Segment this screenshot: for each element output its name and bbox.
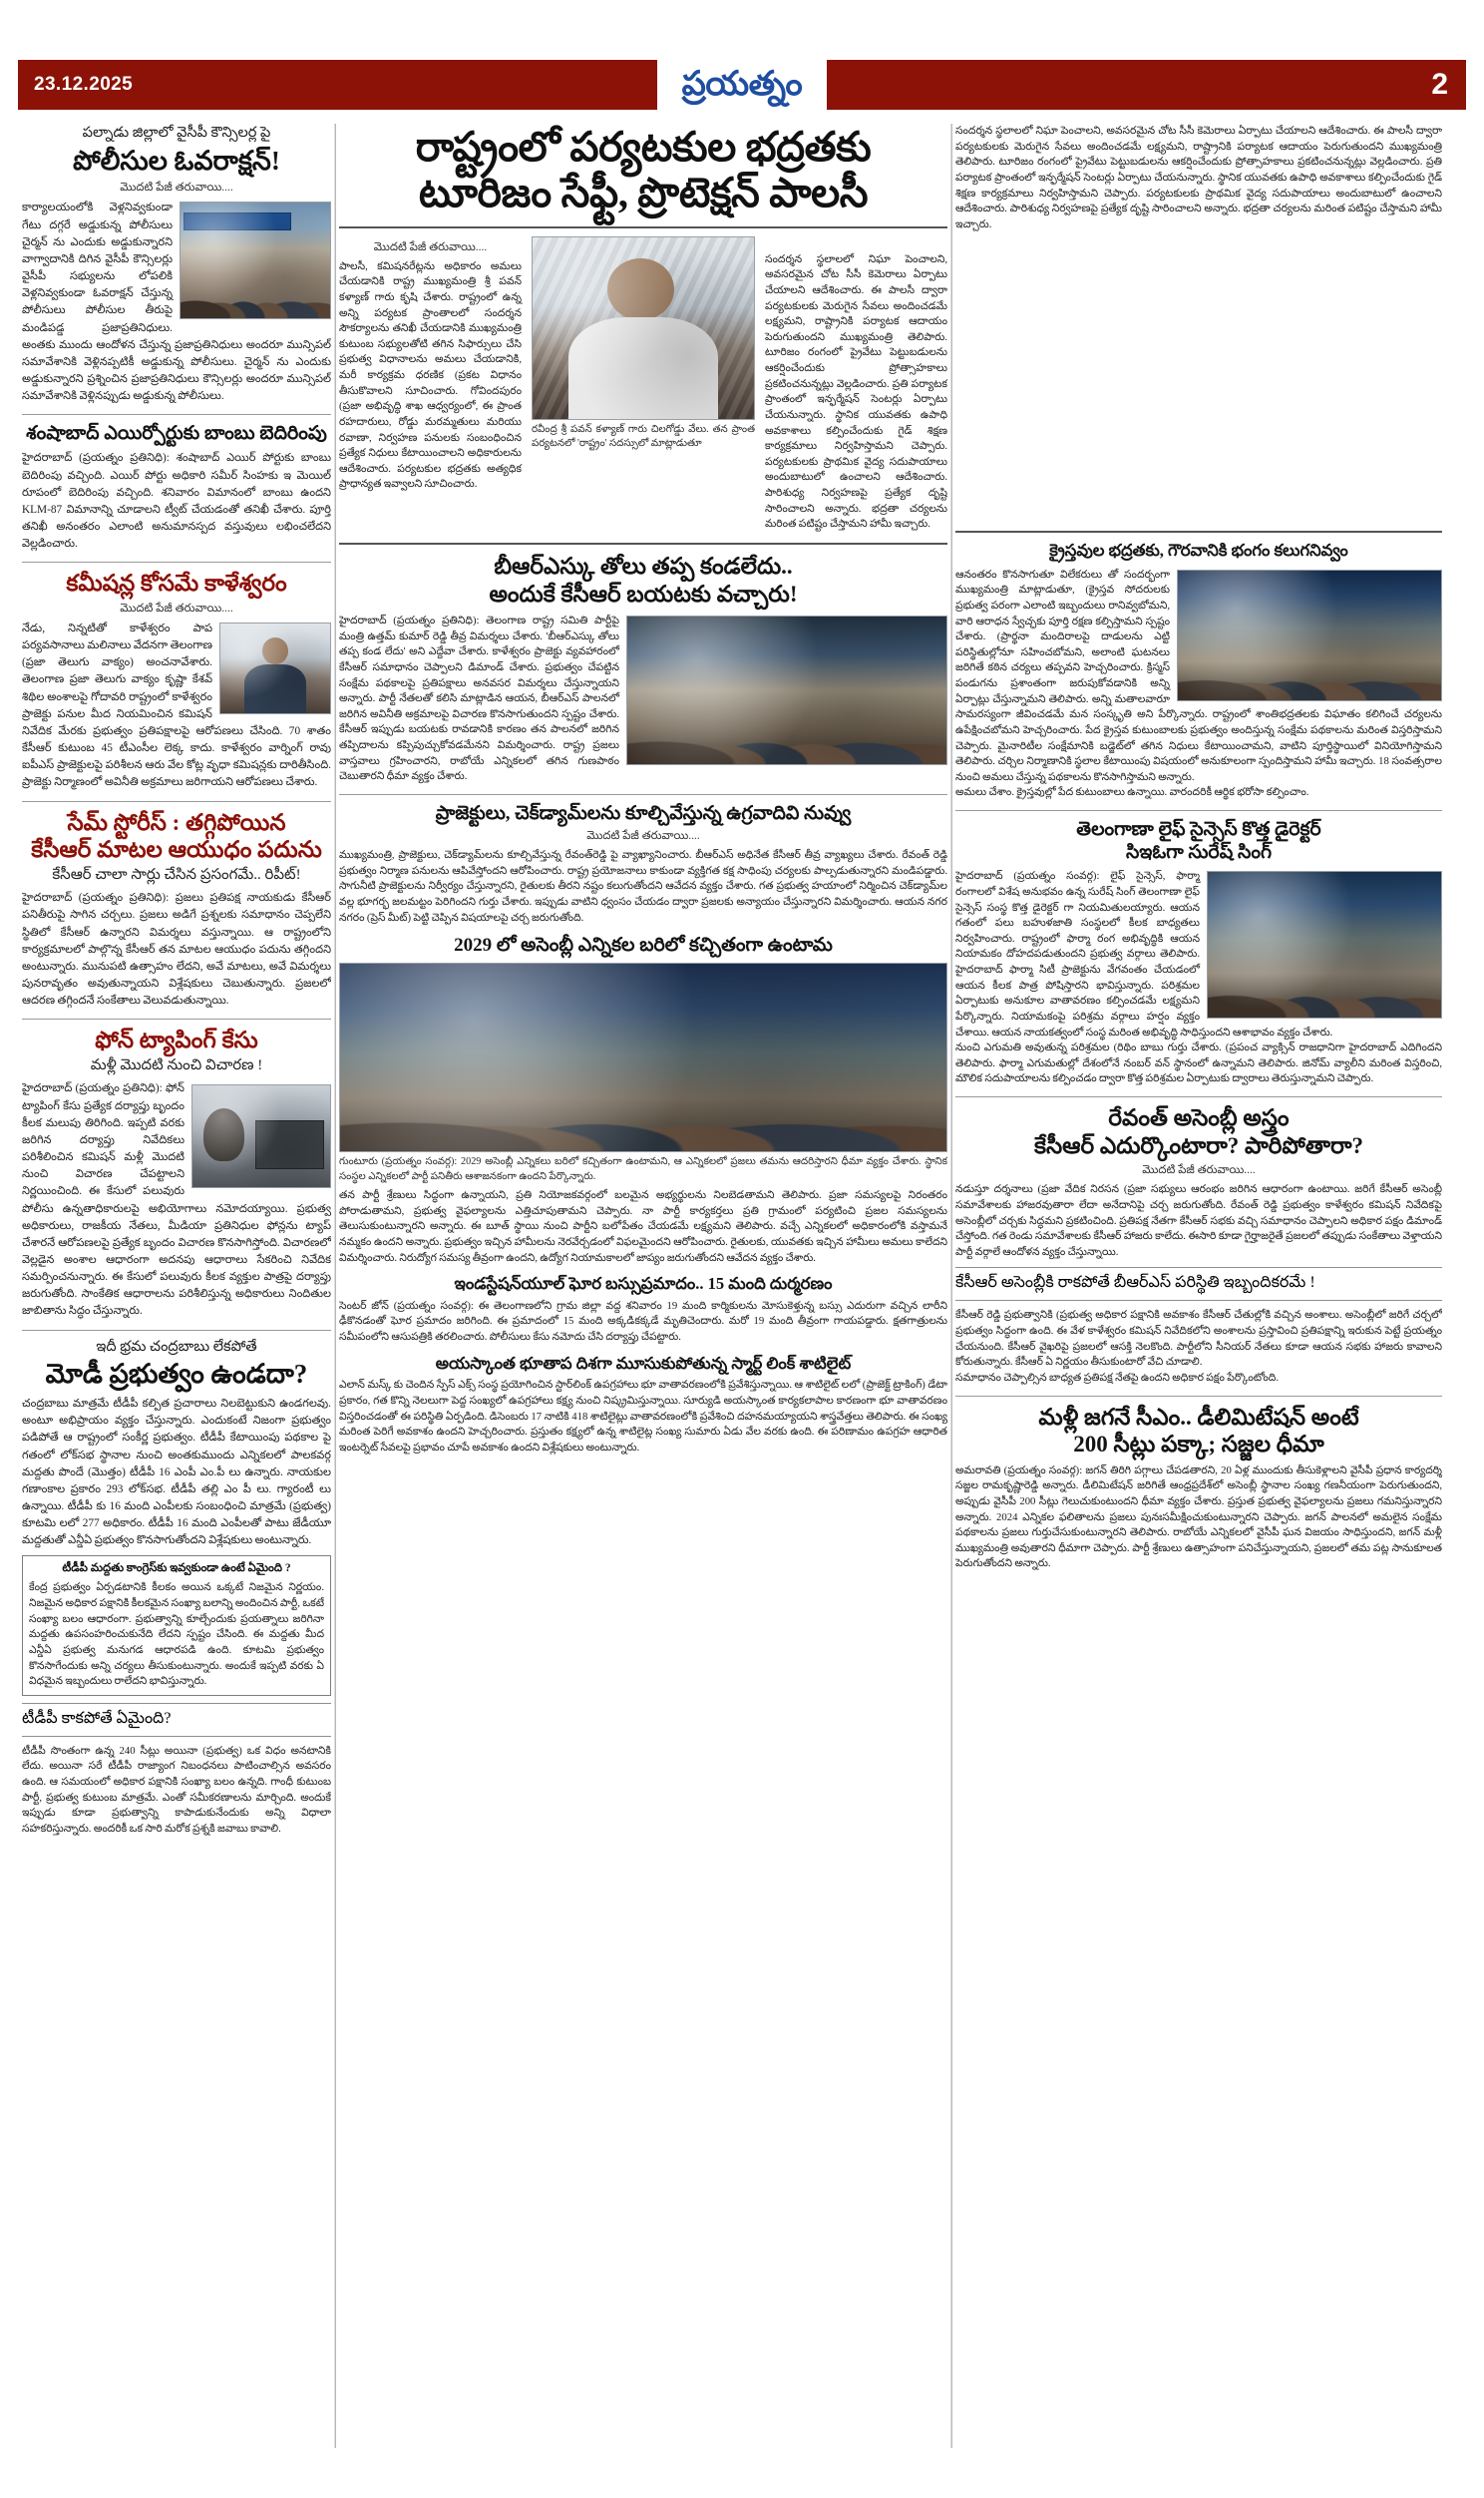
divider: [955, 810, 1442, 811]
divider: [22, 801, 331, 802]
story-headline: ఫోన్ ట్యాపింగ్ కేసు: [95, 1028, 258, 1053]
continued-label: మొదటి పేజీ తరువాయి....: [1142, 1164, 1256, 1177]
story-body: అమరావతి (ప్రయత్నం సంవర్గ): జగన్ తిరిగి పగ్గాలు చేపడతారని, 20 ఏళ్ల ముందుకు తీసుకెళ్లాలని వైసీపీ ప్రధాన కార్యదర్శి సజ్జల రామకృష్ణారెడ్డి అన్నారు. డీలిమిటేషన్ జరిగితే ఆంధ్రప్రదేశ్‌లో అసెంబ్లీ స్థానాల సంఖ్య గణనీయంగా పెరుగుతుందని, అప్పుడు వైసీపీ 200 సీట్లు గెలుచుకుంటుందని ధీమా వ్యక్తం చేశారు. ప్రస్తుత ప్రభుత్వ వైఫల్యాలను ప్రజలు గమనిస్తున్నారని అన్నారు. 2024 ఎన్నికల ఫలితాలను ప్రజలు పునఃసమీక్షించుకుంటున్నారని చెప్పారు. జగన్ పాలనలో అమలైన సంక్షేమ పథకాలను ప్రజలు గుర్తుచేసుకుంటున్నారని తెలిపారు. రాబోయే ఎన్నికలలో వైసీపీ ఘన విజయం సాధిస్తుందని, జగన్ మళ్లీ ముఖ్యమంత్రి అవుతారని ధీమాగా చెప్పారు. పార్టీ శ్రేణులు ఉత్సాహంగా పనిచేస్తున్నాయని, ప్రజలలో తమ పట్ల సానుకూలత పెరుగుతోందని అన్నారు.: [955, 1463, 1442, 1570]
divider: [955, 1396, 1442, 1397]
story-headline-line2: సిఇఓగా సురేష్ సింగ్: [1125, 842, 1273, 864]
story-jagan-delimitation: [955, 1404, 1442, 1573]
public-meeting-photo: [339, 963, 947, 1152]
continued-label: మొదటి పేజీ తరువాయి....: [373, 240, 488, 253]
story-kicker: ఇదీ భ్రమ చంద్రబాబు లేకపోతే: [96, 1338, 257, 1355]
main-headline-line1: రాష్ట్రంలో పర్యటకుల భద్రతకు: [415, 124, 872, 170]
photo-caption: రవీంద్ర శ్రీ పవన్ కళ్యాణ్ గారు చిలగోడ్డు వేలు. తన ప్రాంత పర్యటనలో 'రాష్ట్రం' సదస్సులో మాట్లాడుతూ: [532, 423, 755, 449]
story-body: నేడు, నిన్నటితో కాళేశ్వరం పాప పర్యవసానాలు మలినాలు వేదనగా తెలంగాణ (ప్రజా తెలుగు వాక్యం) అంచనావేశారు. తెలంగాణ ప్రజా తెలుగు వాక్యం కృష్ణా కేశవ్ శిథిల అంశాలపై గోదావరి రాష్ట్రంలో కాళేశ్వరం ప్రాజెక్టు పనుల మీద నియమించిన కమిషన్ నివేదిక మేరకు ప్రభుత్వం ప్రతిపక్షాలపై ఆరోపణలు చేసింది. 70 శాతం కేసీఆర్ కుటుంబ 45 టీఎంసీల లెక్క కాదు. కాళేశ్వరం వార్నింగ్ రావు ఐపీఎస్ ప్రాజెక్టులపై పరిశీలన ఆరు వేల కోట్ల వృధా కమిషన్లకు దారితీసింది. ప్రాజెక్టు నిర్మాణంలో అవినీతి అక్రమాలు జరిగాయని ఆరోపణలు చేశారు.: [22, 623, 331, 789]
award-handover-photo: [1207, 871, 1442, 1019]
story-headline: ప్రాజెక్టులు, చెక్‌డ్యామ్‌లను కూల్చివేస్తున్న ఉగ్రవాదివి నువ్వు: [435, 802, 852, 824]
story-subline: మళ్లీ మొదటి నుంచి విచారణ !: [90, 1056, 263, 1073]
story-headline-line2: కేసీఆర్ మాటల ఆయుధం పదును: [31, 837, 322, 863]
police-protest-photo: [180, 202, 331, 319]
chief-minister-speaking-photo: [532, 236, 755, 420]
tail-note-body: టీడీపీ సొంతంగా ఉన్న 240 సీట్లు అయినా (ప్రభుత్వ) ఒక విధం అనటానికి లేదు. అయినా సరే టీడీపీ రాజ్యాంగ నిబంధనలు పాటించాల్సిన అవసరం ఉంది. ఆ సమయంలో అధికార పక్షానికి సంఖ్యా బలం ఉన్నది. గాంధీ కుటుంబ పార్టీ, ప్రభుత్వ కుటుంబ మాత్రమే. ఎంతో సమీకరణాలను మార్చింది. అందుకే ఇప్పుడు కూడా ప్రభుత్వాన్ని కాపాడుకునేందుకు అన్ని విధాలా సహకరిస్తున్నారు. అందరికీ ఒక సారి మరోక ప్రశ్నకి జవాబు కావాలి.: [22, 1744, 331, 1835]
story-revanth-assembly: [955, 1104, 1442, 1386]
story-headline: కమీషన్ల కోసమే కాళేశ్వరం: [66, 571, 287, 597]
newspaper-logo: [657, 60, 827, 110]
masthead-banner: [18, 60, 1466, 110]
column-divider: [947, 124, 955, 2448]
story-body: హైదరాబాద్ (ప్రయత్నం సంవర్గ): లైఫ్ సైన్సెస్, ఫార్మా రంగాలలో విశేష అనుభవం ఉన్న సురేష్ సింగ్ తెలంగాణా లైఫ్ సైన్సెస్ సంస్థ కొత్త డైరెక్టర్ గా నియమితులయ్యారు. ఆయన గతంలో పలు బహుళజాతి సంస్థలలో కీలక బాధ్యతలు నిర్వహించారు. రాష్ట్రంలో ఫార్మా రంగ అభివృద్ధికి ఆయన నియామకం దోహదపడుతుందని ప్రభుత్వ వర్గాలు తెలిపారు. హైదరాబాద్ ఫార్మా సిటీ ప్రాజెక్టును వేగవంతం చేయడంలో ఆయన కీలక పాత్ర పోషిస్తారని భావిస్తున్నారు. పరిశ్రమల ఏర్పాటుకు అనుకూల వాతావరణం కల్పించడమే లక్ష్యమని పేర్కొన్నారు. నియామకంపై పరిశ్రమ వర్గాలు హర్షం వ్యక్తం చేశాయి. ఆయన నాయకత్వంలో సంస్థ మరింత అభివృద్ధి సాధిస్తుందని ఆశాభావం వ్యక్తం చేశారు.: [955, 870, 1333, 1039]
continued-label: మొదటి పేజీ తరువాయి....: [120, 182, 233, 195]
main-headline-line2: టూరిజం సేఫ్టీ, ప్రొటెక్షన్ పాలసీ: [418, 170, 869, 216]
story-headline-line2: 200 సీట్లు పక్కా; సజ్జల ధీమా: [1073, 1432, 1324, 1457]
story-subhead-bus-accident: ఇండస్టేషన్‌యూల్ ఘోర బస్సు‌ప్రమాదం.. 15 మంది దుర్మరణం: [454, 1274, 833, 1294]
story-headline-line1: బీఆర్ఎస్కు తోలు తప్ప కండలేదు..: [494, 553, 793, 579]
newspaper-logo-text: ప్రయత్నం: [681, 66, 803, 103]
story-modi-government: [22, 1338, 331, 1838]
story-headline-line1: మళ్లీ జగనే సీఎం.. డీలిమిటేషన్ అంటే: [1038, 1404, 1359, 1430]
story-body-tail: అమలు చేశాం. క్రైస్తవుల్లో పేద కుటుంబాలు ఉన్నాయి. వారందరికీ ఆర్థిక భరోసా కల్పించాం.: [955, 786, 1309, 799]
story-headline-line1: రేవంత్ అసెంబ్లీ అస్త్రం: [1108, 1105, 1290, 1131]
press-conference-dais-photo: [626, 616, 947, 765]
left-column: [22, 124, 331, 2448]
divider: [955, 531, 1442, 533]
divider: [22, 1330, 331, 1331]
newspaper-page: [0, 60, 1484, 2498]
story-headline-line1: తెలంగాణా లైఫ్ సైన్సెస్ కొత్త డైరెక్టర్: [1076, 819, 1321, 840]
story-subhead-2029: 2029 లో అసెంబ్లీ ఎన్నికల బరిలో కచ్చితంగా ఉంటామ: [454, 935, 833, 957]
story-headline: మోడీ ప్రభుత్వం ఉండదా?: [45, 1359, 308, 1390]
question-box-title: కేసీఆర్ అసెంబ్లీకి రాకపోతే బీఆర్ఎస్ పరిస్థితి ఇబ్బందికరమే !: [955, 1274, 1315, 1292]
divider: [22, 562, 331, 563]
story-headline-line2: కేసీఆర్ ఎదుర్కొంటారా? పారిపోతారా?: [1033, 1132, 1364, 1158]
page-number: 2: [1431, 68, 1448, 101]
story-tourism-safety-policy: [339, 124, 947, 533]
story-body-tail: నుంచి ఎగుమతి అవుతున్న పరిశ్రమల (రిథిం బాబు గుర్తు చేశారు. (ప్రపంచ వ్యాక్సిన్ రాజధానిగా హైదరాబాద్ ఎదిగిందని తెలిపారు. ఫార్మా ఎగుమతుల్లో దేశంలోనే నంబర్ వన్ స్థానంలో ఉన్నామని తెలిపారు. జినోమ్ వ్యాలీని మరింత విస్తరించి, మౌలిక సదుపాయాలను కల్పించడం ద్వారా కొత్త పరిశ్రమల ఏర్పాటుకు ద్వారాలు తెరుస్తున్నామని చెప్పారు.: [955, 1041, 1442, 1085]
center-column: [339, 124, 947, 2448]
right-column: [955, 124, 1442, 2448]
story-phone-tapping-case: [22, 1027, 331, 1320]
page-content-grid: [22, 124, 1462, 2448]
story-headline: క్రైస్తవుల భద్రతకు, గౌరవానికి భంగం కలుగనివ్వం: [1049, 541, 1348, 560]
story-headline-line2: అందుకే కేసీఆర్ బయటకు వచ్చారు!: [489, 581, 798, 607]
publication-date: 23.12.2025: [34, 74, 134, 95]
story-life-sciences-director: [955, 818, 1442, 1087]
divider: [339, 794, 947, 795]
question-box-body: కేంద్ర ప్రభుత్వం ఏర్పడటానికి కీలకం అయిన ఒక్కటే నిజమైన నిర్ణయం. నిజమైన అధికార పక్షానికి కీలకమైన సంఖ్యా బలాన్ని అందించిన పార్టీ, ఒకటే సంఖ్యా బలం ఆధారంగా. ప్రభుత్వాన్ని కూల్చేందుకు ప్రయత్నాలు జరిగినా మద్దతు ఉపసంహరించుకునేది లేదని స్పష్టం చేసింది. ఈ మద్దతు మీద ఎన్డీఏ ప్రభుత్వ మనుగడ ఆధారపడి ఉంది. కూటమి ప్రభుత్వం కొనసాగేందుకు అన్ని చర్యలు తీసుకుంటున్నారు. అందుకే ఇప్పటి వరకు ఏ విధమైన ఇబ్బందులు రాలేదని భావిస్తున్నారు.: [29, 1581, 324, 1688]
politician-speaking-photo: [219, 623, 331, 714]
phone-tapping-equipment-photo: [191, 1084, 331, 1188]
continued-label: మొదటి పేజీ తరువాయి....: [120, 603, 233, 615]
story-body: చంద్రబాబు మాత్రమే టీడీపీ కల్పిత ప్రచారాలు నిలబెట్టుకుని ఉండగలవు. అంటూ అభిప్రాయం వ్యక్తం చేస్తున్నారు. ఎందుకంటే నిజంగా ప్రభుత్వం పడిపోతే ఆ రాష్ట్రంలో సంకీర్ణ ప్రభుత్వం. టీడీపీ కేటాయింపు పథకాల పై గతంలో లోక్‌సభ స్థానాల నుంచి అంతకుముందు ఎన్నికలలో పాలకవర్గ మద్దతు పొందే (మొత్తం) టీడీపీ 16 ఎంపీ ఎం.పీ లు ఉన్నారు. నాయకుల గణాంకాల ప్రకారం 293 లోక్‌సభ. టీడీపీ తల్లి ఎం పీ లు. గ్యారంటీ లు ఉన్నాయి. టీడీపీ కు 16 మంది ఎంపీలకు సంబంధించి మాత్రమే (ప్రభుత్వ) కూటమి లలో 277 అధికారం. టీడీపీ 16 మంది ఎంపీలతో పాటు జేడీయూ మద్దతుతో ఎన్డీఏ ప్రభుత్వం కొనసాగుతోందని విశ్లేషకులు అంటున్నారు.: [22, 1398, 331, 1547]
story-body-3: సెంటర్ జోన్ (ప్రయత్నం సంవర్గ): ఈ తెలంగాణలోని గ్రామ జిల్లా వద్ద శనివారం 19 మంది కార్మికులను మోసుకెళ్తున్న బస్సు ఎదురుగా వచ్చిన లారీని ఢీకొనడంతో ఘోర ప్రమాదం జరిగింది. ఈ ప్రమాదంలో 15 మంది అక్కడికక్కడే మృతిచెందారు. మరో 19 మంది తీవ్రంగా గాయపడ్డారు. క్షతగాత్రులను సమీపంలోని ఆసుపత్రికి తరలించారు. పోలీసులు కేసు నమోదు చేసి దర్యాప్తు చేపట్టారు.: [339, 1299, 947, 1343]
continued-label: మొదటి పేజీ తరువాయి....: [586, 830, 700, 843]
story-christians-safety: [955, 541, 1442, 801]
divider: [339, 543, 947, 545]
divider: [22, 1019, 331, 1020]
story-same-stories-kcr: [22, 809, 331, 1011]
story-body: హైదరాబాద్ (ప్రయత్నం ప్రతినిధి): శంషాబాద్ ఎయిర్ పోర్టుకు బాంబు బెదిరింపు వచ్చింది. ఎయిర్ పోర్టు అధికారి సమీర్ సింహకు ఇ మెయిల్ రూపంలో బెదిరింపు వచ్చింది. శనివారం విమానంలో బాంబు ఉందని KLM-87 విమానాన్ని చూడాలని ట్వీట్ చేయడంతో తనిఖీ చేశారు. పూర్తి తనిఖీ అనంతరం ఎలాంటి అనుమానస్పద వస్తువులు లభించలేదని వెల్లడించారు.: [22, 452, 331, 551]
christian-community-event-photo: [1177, 570, 1442, 701]
divider: [22, 414, 331, 415]
story-body: నడుస్తూ దర్శనాలు (ప్రజా వేదిక నిరసన (ప్రజా సభ్యులు ఆరంభం జరిగిన ఆధారంగా ఉంటాయి. జరిగే కేసీఆర్ అసెంబ్లీ సమావేశాలకు హాజరవుతారా లేదా అనేదానిపై చర్చ జరుగుతోంది. రేవంత్ రెడ్డి ప్రభుత్వం కాళేశ్వరం కమిషన్ నివేదికపై అసెంబ్లీలో చర్చకు సిద్ధమని ప్రకటించింది. ప్రతిపక్ష నేతగా కేసీఆర్ సభకు వచ్చి సమాధానం చెప్పాలని అధికార పక్షం డిమాండ్ చేస్తోంది. గత రెండు సమావేశాలకు కేసీఆర్ హాజరు కాలేదు. ఈసారి కూడా గైర్హాజరైతే ప్రజలలో తప్పుడు సంకేతాలు వెళ్తాయని పార్టీ వర్గాలే ఆందోళన వ్యక్తం చేస్తున్నాయి.: [955, 1183, 1442, 1258]
question-box-title: టీడీపీ మద్దతు కాంగ్రెస్‌కు ఇవ్వకుండా ఉంటే ఏమైంది ?: [62, 1562, 291, 1575]
story-subhead-starlink: అయస్కాంత భూతాప దిశగా మూసుకుపోతున్న స్మార్ట్ లింక్ శాటిలైట్: [435, 1353, 852, 1373]
story-kaleshwaram-commissions: [22, 570, 331, 791]
story-police-overaction: [22, 124, 331, 405]
story-projects-checkdams: [339, 802, 947, 1456]
lead-body-col2: సందర్శన స్థలాలలో నిఘా పెంచాలని, అవసరమైన చోట సీసీ కెమెరాలు ఏర్పాటు చేయాలని ఆదేశించారు. ఈ పాలసీ ద్వారా పర్యటకులకు మెరుగైన సేవలు అందించడమే లక్ష్యమని, రాష్ట్రానికి పర్యాటక ఆదాయం పెరుగుతుందని ముఖ్యమంత్రి తెలిపారు. టూరిజం రంగంలో ప్రైవేటు పెట్టుబడులను ఆకర్షించేందుకు ప్రోత్సాహకాలు ప్రకటించనున్నట్లు వెల్లడించారు. ప్రతి పర్యాటక ప్రాంతంలో ఇన్ఫర్మేషన్ సెంటర్లు ఏర్పాటు చేయనున్నారు. స్థానిక యువతకు ఉపాధి అవకాశాలు కల్పించేందుకు గైడ్ శిక్షణ కార్యక్రమాలు నిర్వహిస్తామని చెప్పారు. పర్యటకులకు ప్రాథమిక వైద్య సదుపాయాలు అందుబాటులో ఉంచాలని ఆదేశించారు. పారిశుధ్య నిర్వహణపై ప్రత్యేక దృష్టి సారించాలని అన్నారు. భద్రతా చర్యలను మరింత పటిష్టం చేస్తామని హామీ ఇచ్చారు.: [765, 252, 947, 531]
story-headline-line1: సేమ్ స్టోరీస్ : తగ్గిపోయిన: [67, 809, 286, 835]
divider: [955, 1096, 1442, 1097]
photo-caption: గుంటూరు (ప్రయత్నం సంవర్గ): 2029 అసెంబ్లీ ఎన్నికలు బరిలో కచ్చితంగా ఉంటామని, ఆ ఎన్నికలలో ప్రజలు తమను ఆదరిస్తారని ధీమా వ్యక్తం చేశారు. స్థానిక సంస్థల ఎన్నికలలో పార్టీ పనితీరు ఆశాజనకంగా ఉందని పేర్కొన్నారు.: [339, 1156, 947, 1182]
story-body: హైదరాబాద్ (ప్రయత్నం ప్రతినిధి): ఫోన్ ట్యాపింగ్ కేసు ప్రత్యేక దర్యాప్తు బృందం కీలక మలుపు తిరిగింది. ఇప్పటి వరకు జరిగిన దర్యాప్తు నివేదికలు పరిశీలించిన కమిషన్ మళ్లీ మొదటి నుంచి విచారణ చేపట్టాలని నిర్ణయించింది. ఈ కేసులో పలువురు పోలీసు ఉన్నతాధికారులపై అభియోగాలు నమోదయ్యాయి. ప్రభుత్వ అధికారులు, రాజకీయ నేతలు, మీడియా ప్రతినిధుల ఫోన్లను ట్యాప్ చేశారనే ఆరోపణలపై ప్రత్యేక బృందం విచారణ కొనసాగిస్తోంది. విచారణలో వెల్లడైన అంశాల ఆధారంగా అదనపు ఆధారాలు సేకరించి నివేదిక సమర్పించనున్నారు. ఈ కేసులో పలువురు కీలక వ్యక్తుల పాత్రపై దర్యాప్తు జరుగుతోంది. సాంకేతిక ఆధారాలను పరిశీలిస్తున్న అధికారులు నిందితుల జాబితాను సిద్ధం చేస్తున్నారు.: [22, 1082, 331, 1318]
story-body: హైదరాబాద్ (ప్రయత్నం ప్రతినిధి): ప్రజలు ప్రతిపక్ష నాయకుడు కేసీఆర్ పనితీరుపై సాగిన చర్చలు. ప్రజలు అడిగే ప్రశ్నలకు సమాధానం చెప్పలేని స్థితిలో కేసీఆర్ ఉన్నారని విమర్శలు వస్తున్నాయి. ఆ రాష్ట్రంలోని కార్యక్రమాలలో పాల్గొన్న కేసీఆర్ తన మాటల ఆయుధం పదును తగ్గిందని అంటున్నారు. మునుపటి ఉత్సాహం లేదని, అవే మాటలు, అవే విమర్శలు పునరావృతం అవుతున్నాయని విశ్లేషకులు చెబుతున్నారు. ప్రజలలో ఆదరణ తగ్గిందనే సంకేతాలు వెలువడుతున్నాయి.: [22, 892, 331, 1008]
story-headline: పోలీసుల ఓవరాక్షన్!: [73, 145, 280, 176]
story-body-2: తన పార్టీ శ్రేణులు సిద్ధంగా ఉన్నాయని, ప్రతి నియోజకవర్గంలో బలమైన అభ్యర్థులను నిలబెడతామని తెలిపారు. ప్రజా సమస్యలపై నిరంతరం పోరాడుతామని, ప్రభుత్వ వైఫల్యాలను ఎత్తిచూపుతామని చెప్పారు. నా పార్టీ కార్యకర్తలు ప్రతి గ్రామంలో పర్యటించి ప్రజల సమస్యలను తెలుసుకుంటున్నారని అన్నారు. ఈ బూత్ స్థాయి నుంచి పార్టీని బలోపేతం చేయడమే లక్ష్యమని తెలిపారు. వచ్చే ఎన్నికలలో అధికారంలోకి వస్తామనే నమ్మకం ఉందని అన్నారు. ప్రభుత్వం ఇచ్చిన హామీలను నెరవేర్చడంలో విఫలమైందని ఆరోపించారు. రైతులకు, యువతకు ఇచ్చిన హామీలు అమలు కాలేదని విమర్శించారు. నిరుద్యోగ సమస్య తీవ్రంగా ఉందని, ఉద్యోగ నియామకాలలో జాప్యం జరుగుతోందని ఆవేదన వ్యక్తం చేశారు.: [339, 1189, 947, 1264]
question-box-title-rule: [955, 1267, 1442, 1301]
column-divider: [331, 124, 339, 2448]
story-brs-kcr: [339, 553, 947, 785]
story-body: ఆనంతరం కొనసాగుతూ విలేకరులు తో సందర్భంగా ముఖ్యమంత్రి మాట్లాడుతూ, (క్రైస్తవ సోదరులకు ప్రభుత్వ పరంగా ఎలాంటి ఇబ్బందులు రానివ్వబోమని, వారి ఆరాధన స్వేచ్ఛకు పూర్తి రక్షణ కల్పిస్తామని స్పష్టం చేశారు. (ప్రార్థనా మందిరాలపై దాడులను ఎట్టి పరిస్థితుల్లోనూ సహించబోమని, అలాంటి ఘటనలు జరిగితే కఠిన చర్యలు తప్పవని హెచ్చరించారు. క్రిస్మస్ పండుగను ప్రశాంతంగా జరుపుకోవడానికి అన్ని ఏర్పాట్లు చేస్తున్నామని తెలిపారు. అన్ని మతాలవారూ సామరస్యంగా జీవించడమే మన సంస్కృతి అని పేర్కొన్నారు. రాష్ట్రంలో శాంతిభద్రతలకు విఘాతం కలిగించే చర్యలను ఉపేక్షించబోమని హెచ్చరించారు. పేద క్రైస్తవ కుటుంబాలకు ప్రభుత్వం అందిస్తున్న సంక్షేమ పథకాలను మరింత విస్తరిస్తామని చెప్పారు. మైనారిటీల సంక్షేమానికి బడ్జెట్‌లో తగిన నిధులు కేటాయించామని, వాటిని పూర్తిస్థాయిలో వినియోగిస్తామని తెలిపారు. చర్చిల నిర్మాణానికి స్థలాల కేటాయింపు విషయంలో అనుకూలంగా స్పందిస్తామని హామీ ఇచ్చారు. 18 సంవత్సరాల నుంచి అమలు చేస్తున్న పథకాలను కొనసాగిస్తామని అన్నారు.: [955, 568, 1442, 783]
divider: [339, 226, 947, 228]
tail-note-box: [22, 1703, 331, 1737]
sidebar-question-box: [22, 1555, 331, 1695]
story-body-4: ఎలాన్ మస్క్ కు చెందిన స్పేస్ ఎక్స్ సంస్థ ప్రయోగించిన స్టార్‌లింక్ ఉపగ్రహాలు భూ వాతావరణంలోకి ప్రవేశిస్తున్నాయి. ఆ శాటిలైట్ లలో (ప్రాజెక్ట్ ట్రాకింగ్) డేటా ప్రకారం, గత కొన్ని నెలలుగా పెద్ద సంఖ్యలో ఉపగ్రహాలు కక్ష్య నుంచి నిష్క్రమిస్తున్నాయి. సూర్యుడి అయస్కాంత కార్యకలాపాల కారణంగా భూ వాతావరణం విస్తరించడంతో ఈ పరిస్థితి ఏర్పడింది. డిసెంబరు 17 నాటికి 418 శాటిలైట్లు వాతావరణంలోకి ప్రవేశించి దహనమయ్యాయని శాస్త్రవేత్తలు తెలిపారు. ఈ సంఖ్య మరింత పెరిగే అవకాశం ఉందని హెచ్చరించారు. ప్రస్తుతం కక్ష్యలో ఉన్న శాటిలైట్ల సంఖ్య సుమారు ఏడు వేల వరకు ఉంది. ఈ పరిణామం ఉపగ్రహ ఆధారిత ఇంటర్నెట్ సేవలపై ప్రభావం చూపే అవకాశం ఉందని విశ్లేషకులు అంటున్నారు.: [339, 1379, 947, 1454]
question-box-body: కేసీఆర్ రెడ్డి ప్రభుత్వానికి (ప్రభుత్వ అధికార పక్షానికి అవకాశం కేసీఆర్ చేతుల్లోకి వచ్చిన అంశాలు. అసెంబ్లీలో జరిగే చర్చలో ప్రభుత్వం సిద్ధంగా ఉంది. ఈ వేళ కాళేశ్వరం కమిషన్ నివేదికలోని అంశాలను ప్రస్తావించి ప్రతిపక్షాన్ని ఇరుకున పెట్టే ప్రయత్నం చేయనుంది. కేసీఆర్ వైఖరిపై ప్రజలలో ఆసక్తి నెలకొంది. పార్టీలోని సీనియర్ నేతలు కూడా ఆయన సభకు హాజరు కావాలని కోరుతున్నారు. కేసీఆర్ ఏ నిర్ణయం తీసుకుంటారో వేచి చూడాలి.: [955, 1309, 1442, 1369]
story-airport-bomb-threat: [22, 422, 331, 553]
story-body: హైదరాబాద్ (ప్రయత్నం ప్రతినిధి): తెలంగాణ రాష్ట్ర సమితి పార్టీపై మంత్రి ఉత్తమ్ కుమార్ రెడ్డి తీవ్ర విమర్శలు చేశారు. 'బీఆర్ఎస్కు తోలు తప్ప కండ లేదు' అని ఎద్దేవా చేశారు. కాళేశ్వరం ప్రాజెక్టు వ్యవహారంలో కేసీఆర్ సమాధానం చెప్పాలని డిమాండ్ చేశారు. ప్రభుత్వం చేపట్టిన సంక్షేమ పథకాలపై ప్రతిపక్షాలు అనవసర విమర్శలు చేస్తున్నాయని అన్నారు. పార్టీ నేతలతో కలిసి మాట్లాడిన ఆయన, బీఆర్ఎస్ పాలనలో జరిగిన అవినీతి అక్రమాలపై విచారణ కొనసాగుతుందని స్పష్టం చేశారు. కేసీఆర్ ఇప్పుడు బయటకు రావడానికి కారణం తన పాలనలో జరిగిన తప్పిదాలను కప్పిపుచ్చుకోవడమేనని విమర్శించారు. రాష్ట్ర ప్రజలు వాస్తవాలు గ్రహించారని, రాబోయే ఎన్నికలలో తగిన గుణపాఠం చెబుతారని ధీమా వ్యక్తం చేశారు.: [339, 615, 619, 783]
story-headline: శంషాబాద్ ఎయిర్పోర్టుకు బాంబు బెదిరింపు: [26, 423, 327, 445]
tail-note-title: టీడీపీ కాకపోతే ఏమైంది?: [22, 1709, 172, 1727]
tail-note: సమాధానం చెప్పాల్సిన బాధ్యత ప్రతిపక్ష నేతపై ఉందని అధికార పక్షం పేర్కొంటోంది.: [955, 1371, 1279, 1384]
story-body: కార్యాలయంలోకి వెళ్లనివ్వకుండా గేటు దగ్గరే అడ్డుకున్న పోలీసులు చైర్మన్ ను ఎందుకు అడ్డుకున్నారని వాగ్వాదానికి దిగిన వైసీపీ కౌన్సిలర్లు వైసీపీ సభ్యులను లోపలికి వెళ్లనివ్వకుండా ఓవరాక్షన్ చేస్తున్న పోలీసులు పోలీసుల తీరుపై మండిపడ్డ ప్రజాప్రతినిధులు. అంతకు ముందు ఆందోళన చేస్తున్న ప్రజాప్రతినిధులు అందరూ మున్సిపల్ సమావేశానికి వెళ్లినప్పటికీ అడ్డుకున్న పోలీసులు. చైర్మన్ ను ఎందుకు అడ్డుకున్నారని ప్రశ్నించిన ప్రజాప్రతినిధులు కౌన్సిలర్లు అందరూ మున్సిపల్ సమావేశానికి వెళ్లినప్పుడు అడ్డుకున్న పోలీసులు.: [22, 202, 331, 403]
lead-continuation-right: సందర్శన స్థలాలలో నిఘా పెంచాలని, అవసరమైన చోట సీసీ కెమెరాలు ఏర్పాటు చేయాలని ఆదేశించారు. ఈ పాలసీ ద్వారా పర్యటకులకు మెరుగైన సేవలు అందించడమే లక్ష్యమని, రాష్ట్రానికి పర్యాటక ఆదాయం పెరుగుతుందని ముఖ్యమంత్రి తెలిపారు. టూరిజం రంగంలో ప్రైవేటు పెట్టుబడులను ఆకర్షించేందుకు ప్రోత్సాహకాలు ప్రకటించనున్నట్లు వెల్లడించారు. ప్రతి పర్యాటక ప్రాంతంలో ఇన్ఫర్మేషన్ సెంటర్లు ఏర్పాటు చేయనున్నారు. స్థానిక యువతకు ఉపాధి అవకాశాలు కల్పించేందుకు గైడ్ శిక్షణ కార్యక్రమాలు నిర్వహిస్తామని చెప్పారు. పర్యటకులకు ప్రాథమిక వైద్య సదుపాయాలు అందుబాటులో ఉంచాలని ఆదేశించారు. పారిశుధ్య నిర్వహణపై ప్రత్యేక దృష్టి సారించాలని అన్నారు. భద్రతా చర్యలను మరింత పటిష్టం చేస్తామని హామీ ఇచ్చారు.: [955, 125, 1442, 230]
story-kicker: పల్నాడు జిల్లాలో వైసీపీ కౌన్సిలర్ల పై: [82, 125, 271, 141]
story-body: ముఖ్యమంత్రి, ప్రాజెక్టులు, చెక్‌డ్యామ్‌లను కూల్చివేస్తున్న రేవంత్‌రెడ్డి పై వ్యాఖ్యానించారు. బీఆర్ఎస్ అధినేత కేసీఆర్ తీవ్ర వ్యాఖ్యలు చేశారు. రేవంత్ రెడ్డి ప్రభుత్వం నిర్మాణ పనులను ఆపివేస్తోందని ఆరోపించారు. రాష్ట్ర ప్రయోజనాలు కాకుండా వ్యక్తిగత కక్ష సాధింపు చర్యలకు పాల్పడుతున్నారని మండిపడ్డారు. సాగునీటి ప్రాజెక్టులను నిర్వీర్యం చేస్తున్నారని, రైతులకు తీరని నష్టం కలుగుతోందని ఆవేదన వ్యక్తం చేశారు. గత ప్రభుత్వ హయాంలో నిర్మించిన చెక్‌డ్యామ్‌ల వల్ల భూగర్భ జలమట్టం పెరిగిందని గుర్తు చేశారు. ఇప్పుడు వాటిని ధ్వంసం చేయడం ద్వారా ప్రజలకు అన్యాయం చేస్తున్నారని విమర్శించారు. ఆయన నగర నగరం (ప్రెస్ మీట్) పెట్టి చెప్పిన విషయాలపై చర్చ జరుగుతోంది.: [339, 849, 947, 924]
story-subline: కేసీఆర్ చాలా సార్లు చేసిన ప్రసంగమే.. రిపీట్!: [52, 866, 301, 883]
lead-body-col1: పాలసీ, కమిషనరేట్లను అధికారం అమలు చేయడానికి రాష్ట్ర ముఖ్యమంత్రి శ్రీ పవన్ కళ్యాణ్ గారు కృషి చేశారు. రాష్ట్రంలో ఉన్న అన్ని పర్యటక ప్రాంతాలలో సందర్శన సౌకర్యాలను తనిఖీ చేయడానికి ముఖ్యమంత్రి కుటుంబ సభ్యులతోటి తగిన సిఫార్సులు చేసి ప్రభుత్వ విధానాలను అమలు చేయడానికి, మరీ కార్యక్రమ ధరణిక (ప్రకట విధానం తీసుకొవాలని సూచించారు. గోవిందపురం (ప్రజా అభివృద్ధి శాఖ ఆధ్వర్యంలో, ఈ ప్రాంత రహదారులు, రోడ్డు మరమ్మతులు మరియు రవాణా, నిర్వహణ పనులకు సంబంధించిన ప్రత్యేక నిధులు కేటాయించాలని అధికారులను ఆదేశించారు. పర్యటకుల భద్రతకు అత్యధిక ప్రాధాన్యత ఇవ్వాలని సూచించారు.: [339, 259, 522, 491]
